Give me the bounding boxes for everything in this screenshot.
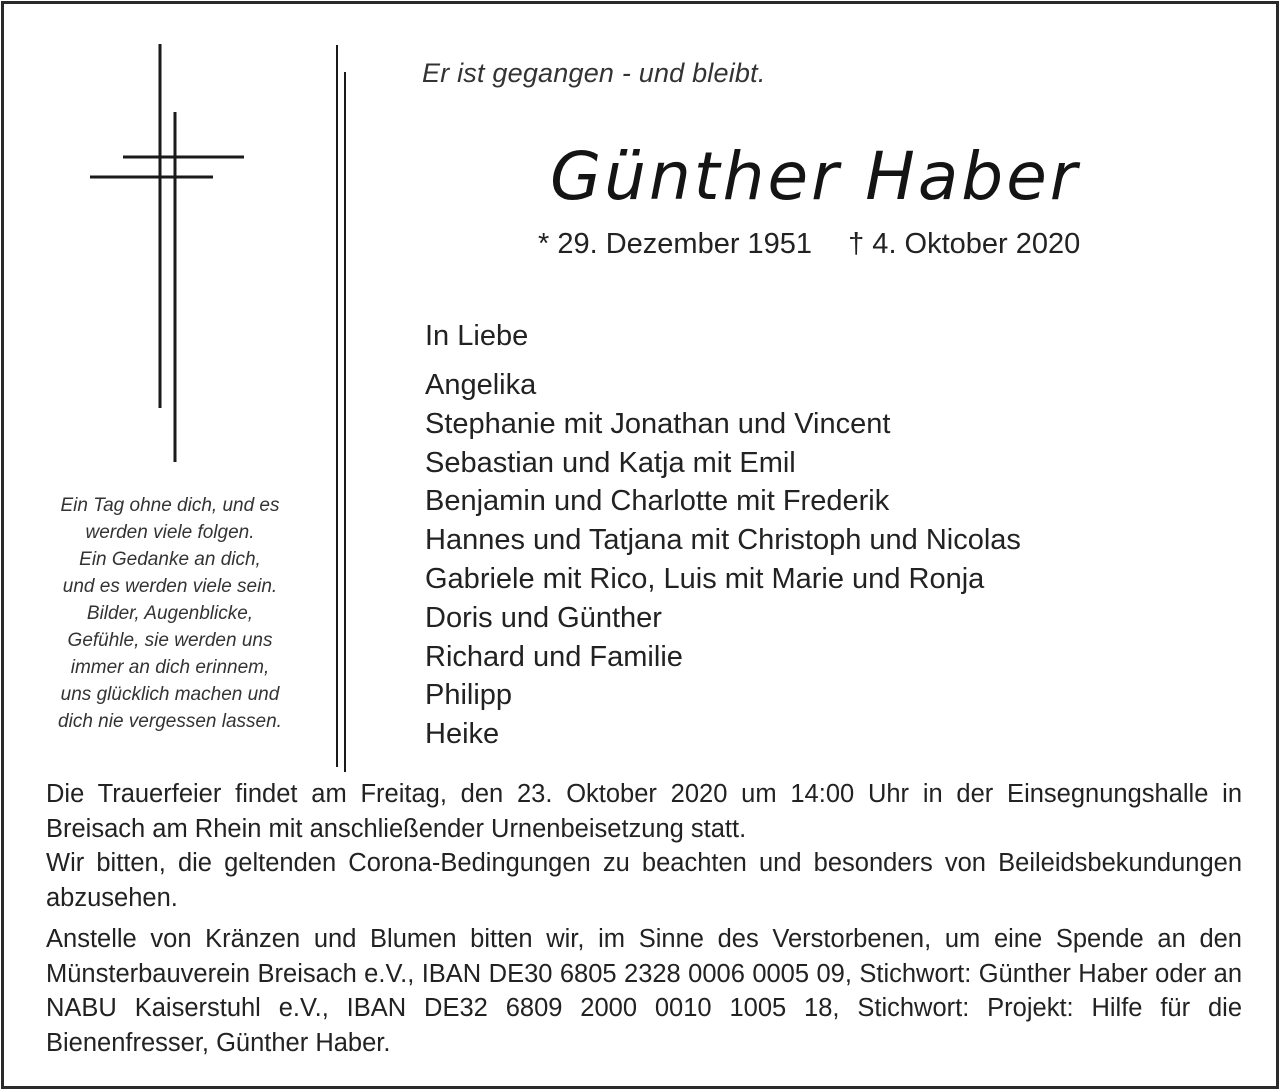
list-item: Benjamin und Charlotte mit Frederik	[425, 485, 890, 518]
poem-line: und es werden viele sein.	[62, 576, 278, 597]
poem-line: dich nie vergessen lassen.	[58, 711, 282, 732]
poem-line: Bilder, Augenblicke,	[86, 603, 254, 624]
list-item: Hannes und Tatjana mit Christoph und Nicolas	[425, 524, 1021, 557]
list-item: Heike	[425, 718, 500, 751]
corona-notice: Wir bitten, die geltenden Corona-Bedingungen zu beachten und besonders von Beileidsbekundungen abzusehen.	[46, 849, 1242, 912]
poem-line: uns glücklich machen und	[60, 684, 280, 705]
list-item: Sebastian und Katja mit Emil	[425, 446, 796, 479]
vertical-divider-inner	[344, 72, 346, 772]
list-item: Philipp	[425, 679, 513, 712]
birth-date: * 29. Dezember 1951	[538, 228, 813, 260]
greeting: In Liebe	[425, 320, 529, 352]
poem-line: Ein Gedanke an dich,	[79, 549, 261, 570]
ceremony-notice: Die Trauerfeier findet am Freitag, den 23. Oktober 2020 um 14:00 Uhr in der Einsegnungshalle in Breisach am Rhein mit anschließender Urnenbeisetzung statt.	[46, 780, 1242, 843]
motto: Er ist gegangen - und bleibt.	[422, 58, 766, 88]
list-item: Richard und Familie	[425, 640, 683, 673]
vertical-divider-outer	[336, 45, 338, 767]
list-item: Doris und Günther	[425, 601, 662, 634]
deceased-name: Günther Haber	[550, 138, 1080, 215]
list-item: Angelika	[425, 369, 537, 401]
mourners-list	[425, 366, 1021, 754]
poem-line: immer an dich erinnem,	[70, 657, 270, 678]
list-item: Gabriele mit Rico, Luis mit Marie und Ronja	[425, 562, 985, 595]
life-dates	[538, 228, 1080, 261]
poem	[20, 492, 320, 735]
poem-line: Gefühle, sie werden uns	[67, 630, 273, 651]
poem-line: Ein Tag ohne dich, und es	[60, 495, 280, 516]
donation-notice: Anstelle von Kränzen und Blumen bitten wir, im Sinne des Verstorbenen, um eine Spende an den Münsterbauverein Breisach e.V., IBAN DE30 6805 2328 0006 0005 09, Stichwort: Günther Haber oder an NABU Kaiserstuhl e.V., IBAN DE32 6809 2000 0010 1005 18, Stichwort: Projekt: Hilfe für die Bienenfresser, Günther Haber.	[46, 925, 1242, 1057]
poem-line: werden viele folgen.	[85, 522, 255, 543]
death-date: † 4. Oktober 2020	[848, 228, 1081, 260]
list-item: Stephanie mit Jonathan und Vincent	[425, 407, 891, 440]
double-cross-icon	[0, 0, 340, 480]
